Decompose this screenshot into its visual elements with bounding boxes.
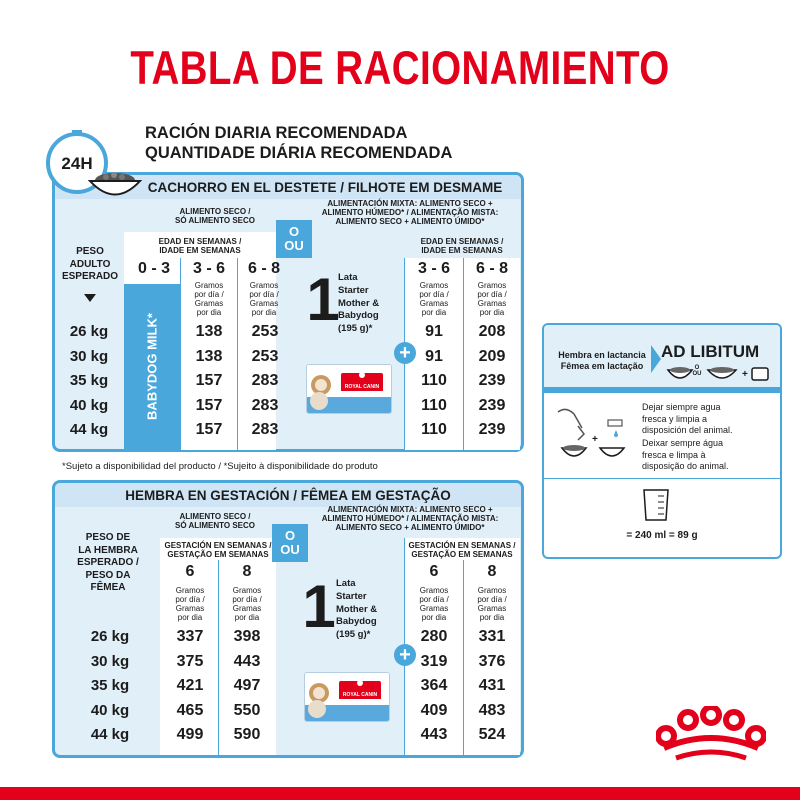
mixed-value-cell: 110: [421, 421, 447, 438]
mixed-value-cell: 91: [425, 323, 443, 340]
weaning-weight-label: PESO ADULTO ESPERADO: [61, 246, 119, 282]
age-header: 3 - 6: [417, 260, 450, 277]
weaning-mixed-label: ALIMENTACIÓN MIXTA: ALIMENTO SECO + ALIMENTO HÚMEDO* / ALIMENTAÇÃO MISTA: ALIMENTO SECO + ALIMENTO ÚMIDO*: [321, 199, 499, 226]
dry-value-cell: 283: [251, 396, 279, 414]
week-header: 8: [487, 563, 497, 580]
dry-value-cell: 138: [195, 347, 223, 365]
dry-value-cell: 283: [251, 421, 279, 438]
dry-value-cell: 157: [195, 372, 223, 389]
dry-value-cell: 465: [176, 701, 204, 719]
gestation-ou-badge: O OU: [272, 524, 308, 562]
age-header: 3 - 6: [192, 260, 225, 277]
bowl-icon: [84, 168, 146, 202]
mixed-value-cell: 280: [420, 628, 448, 645]
dry-value-cell: 398: [233, 628, 261, 645]
plus-icon: +: [394, 342, 416, 364]
weight-cell: 30 kg: [90, 652, 130, 670]
mixed-value-cell: 524: [478, 726, 506, 743]
ad-libitum: AD LIBITUM: [661, 342, 760, 361]
subtitle-pt: QUANTIDADE DIÁRIA RECOMENDADA: [145, 144, 453, 162]
dry-value-cell: 421: [176, 677, 204, 694]
side-divider: [544, 478, 780, 479]
arrow-down-icon: [84, 294, 96, 302]
mixed-value-cell: 110: [421, 372, 447, 389]
mixed-value-cell: 239: [478, 372, 506, 389]
weight-cell: 30 kg: [69, 347, 109, 365]
weaning-dry-label: ALIMENTO SECO / SÓ ALIMENTO SECO: [174, 207, 255, 225]
weight-cell: 40 kg: [69, 396, 109, 414]
plus-icon: +: [394, 644, 416, 666]
mixed-value-cell: 239: [478, 396, 506, 414]
svg-text:+: +: [592, 434, 598, 445]
dry-value-cell: 337: [176, 628, 204, 645]
mixed-value-cell: 443: [420, 726, 448, 743]
clock-label: 24H: [61, 154, 93, 173]
gestation-header: HEMBRA EN GESTACIÓN / FÊMEA EM GESTAÇÃO: [125, 488, 451, 503]
age-header: 0 - 3: [137, 260, 170, 277]
mixed-value-cell: 239: [478, 421, 506, 438]
water-icon: [552, 404, 630, 466]
grams-label: Gramos por día / Gramas por dia: [175, 586, 205, 622]
page-title: TABLA DE RACIONAMIENTO: [130, 41, 670, 94]
can-label: Lata Starter Mother & Babydog (195 g)*: [338, 272, 380, 335]
water-note-es: Dejar siempre agua fresca y limpia a disposición del animal.: [642, 402, 733, 436]
mixed-value-cell: 409: [420, 701, 448, 719]
weight-cell: 44 kg: [90, 726, 130, 743]
grams-label: Gramos por día / Gramas por dia: [232, 586, 262, 622]
grams-label: Gramos por día / Gramas por dia: [194, 281, 224, 317]
gestation-dry-label: ALIMENTO SECO / SÓ ALIMENTO SECO: [174, 512, 255, 530]
measuring-cup-icon: [642, 488, 670, 522]
arrow-right-icon: [651, 345, 661, 373]
milk-label: BABYDOG MILK*: [144, 313, 160, 420]
dry-value-cell: 283: [251, 372, 279, 389]
week-header: 8: [242, 563, 252, 580]
weight-cell: 26 kg: [69, 323, 109, 340]
grams-label: Gramos por día / Gramas por dia: [419, 586, 449, 622]
grams-label: Gramos por día / Gramas por dia: [419, 281, 449, 317]
mixed-value-cell: 319: [420, 652, 448, 670]
can-count: 1: [306, 266, 340, 333]
water-note-pt: Deixar sempre água fresca e limpa à disposição do animal.: [642, 438, 729, 472]
dry-value-cell: 499: [176, 726, 204, 743]
dry-value-cell: 138: [195, 323, 223, 340]
dry-value-cell: 497: [233, 677, 261, 694]
grams-label: Gramos por día / Gramas por dia: [477, 281, 507, 317]
mixed-value-cell: 483: [478, 701, 506, 719]
can-label: Lata Starter Mother & Babydog (195 g)*: [336, 578, 378, 641]
grams-label: Gramos por día / Gramas por dia: [249, 281, 279, 317]
measure-equivalence: = 240 ml = 89 g: [626, 530, 698, 541]
week-header: 6: [429, 563, 439, 580]
weight-cell: 35 kg: [69, 372, 109, 389]
gestation-weight-label: PESO DE LA HEMBRA ESPERADO / PESO DA FÊMEA: [77, 532, 139, 593]
mixed-value-cell: 364: [420, 677, 448, 694]
lactation-label: Hembra en lactancia Fêmea em lactação: [558, 350, 646, 372]
mixed-value-cell: 431: [478, 677, 506, 694]
availability-note: *Sujeto a disponibilidad del producto / *Sujeito à disponibilidade do produto: [62, 461, 378, 472]
brand-label: ROYAL CANIN: [341, 383, 383, 391]
bowls-icon: [666, 364, 776, 384]
dry-value-cell: 253: [251, 323, 279, 340]
brand-label: ROYAL CANIN: [339, 691, 381, 699]
grams-label: Gramos por día / Gramas por dia: [477, 586, 507, 622]
dry-value-cell: 157: [195, 421, 223, 438]
dry-value-cell: 253: [251, 347, 279, 365]
weaning-ou-badge: O OU: [276, 220, 312, 258]
mixed-value-cell: 91: [425, 347, 443, 365]
side-divider: [544, 387, 780, 393]
gestation-mixed-age-label: GESTACIÓN EN SEMANAS / GESTAÇÃO EM SEMANAS: [408, 541, 516, 559]
can-count: 1: [302, 573, 336, 640]
dry-value-cell: 590: [233, 726, 261, 743]
subtitle-es: RACIÓN DIARIA RECOMENDADA: [145, 124, 408, 142]
weaning-dry-age-label: EDAD EN SEMANAS / IDADE EM SEMANAS: [158, 237, 242, 255]
o-ou-label: O OU: [692, 365, 702, 377]
dry-value-cell: 443: [233, 652, 261, 670]
mixed-value-cell: 110: [421, 396, 447, 414]
weaning-mixed-age-label: EDAD EN SEMANAS / IDADE EM SEMANAS: [420, 237, 504, 255]
age-header: 6 - 8: [475, 260, 508, 277]
weight-cell: 26 kg: [90, 628, 130, 645]
mixed-value-cell: 376: [478, 652, 506, 670]
dry-value-cell: 550: [233, 701, 261, 719]
brand-logo: [656, 706, 766, 770]
weight-cell: 40 kg: [90, 701, 130, 719]
gestation-mixed-label: ALIMENTACIÓN MIXTA: ALIMENTO SECO + ALIMENTO HÚMEDO* / ALIMENTAÇÃO MISTA: ALIMENTO SECO + ALIMENTO ÚMIDO*: [321, 505, 499, 532]
weaning-header: CACHORRO EN EL DESTETE / FILHOTE EM DESMAME: [147, 180, 503, 195]
dry-value-cell: 157: [195, 396, 223, 414]
weight-cell: 35 kg: [90, 677, 130, 694]
gestation-dry-age-label: GESTACIÓN EN SEMANAS / GESTAÇÃO EM SEMANAS: [164, 541, 272, 559]
mixed-value-cell: 209: [478, 347, 506, 365]
mixed-value-cell: 208: [478, 323, 506, 340]
dry-value-cell: 375: [176, 652, 204, 670]
week-header: 6: [185, 563, 195, 580]
mixed-value-cell: 331: [478, 628, 506, 645]
svg-text:+: +: [742, 369, 748, 380]
footer-bar: [0, 787, 800, 800]
age-header: 6 - 8: [247, 260, 280, 277]
weight-cell: 44 kg: [69, 421, 109, 438]
clock-crown: [72, 130, 82, 136]
